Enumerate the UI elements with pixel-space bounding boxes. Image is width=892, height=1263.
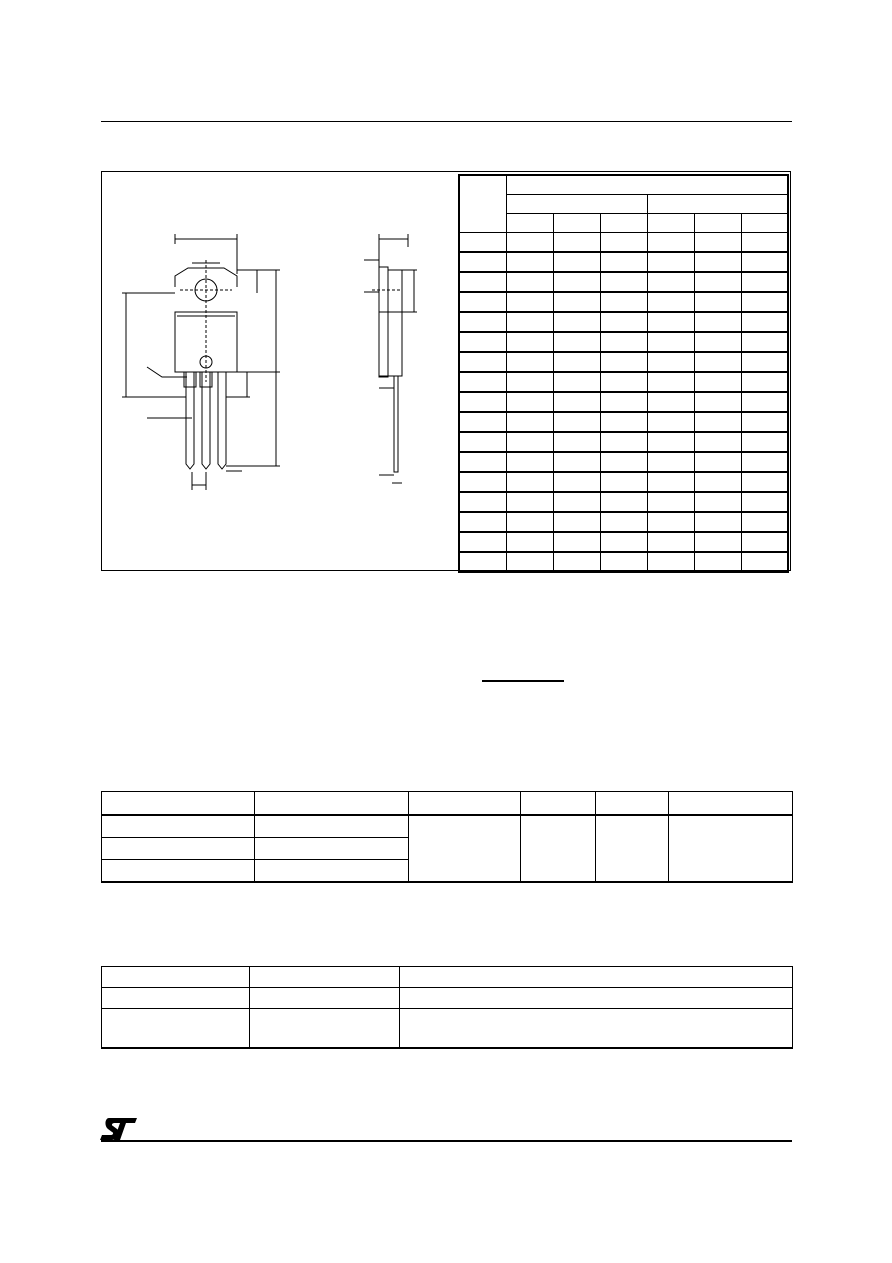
- info-header-cell: [102, 967, 250, 988]
- lead-3: [218, 372, 226, 469]
- side-lead: [394, 376, 398, 472]
- ordering-header-cell: [669, 792, 793, 816]
- info-table: [101, 966, 793, 1049]
- info-row: [102, 988, 793, 1009]
- dim-row: [459, 352, 788, 372]
- dim-row: [459, 312, 788, 332]
- dim-table-max: [741, 214, 788, 233]
- dim-table-mm-header: [506, 195, 647, 214]
- info-row: [102, 1009, 793, 1048]
- dim-table-typ: [553, 214, 600, 233]
- side-tab-outline: [379, 267, 388, 377]
- package-outline-drawing: [102, 172, 452, 570]
- ordering-header-cell: [102, 792, 255, 816]
- dim-row: [459, 512, 788, 532]
- dim-row: [459, 372, 788, 392]
- st-logo-icon: [99, 1116, 139, 1142]
- dim-table-max: [600, 214, 647, 233]
- dim-row: [459, 332, 788, 352]
- dim-row: [459, 292, 788, 312]
- ordering-header-cell: [409, 792, 521, 816]
- footer-rule: [101, 1140, 792, 1142]
- ordering-table: [101, 791, 793, 883]
- ordering-header-cell: [521, 792, 596, 816]
- dim-row: [459, 233, 788, 253]
- header-rule: [101, 121, 792, 122]
- dimension-table: [458, 174, 789, 573]
- dim-row: [459, 272, 788, 292]
- dim-row: [459, 452, 788, 472]
- dim-row: [459, 432, 788, 452]
- dim-row: [459, 252, 788, 272]
- dim-table-inch-header: [647, 195, 788, 214]
- dim-row: [459, 552, 788, 572]
- section-title-underline: [482, 680, 564, 682]
- ordering-row: [102, 815, 793, 838]
- dim-row: [459, 472, 788, 492]
- info-header-row: [102, 967, 793, 988]
- dim-row: [459, 492, 788, 512]
- ordering-header-cell: [596, 792, 669, 816]
- ordering-header-cell: [255, 792, 409, 816]
- info-header-cell: [400, 967, 793, 988]
- package-mechanical-data-box: [101, 171, 791, 571]
- info-header-cell: [250, 967, 400, 988]
- dim-table-symbol-header: [459, 175, 506, 233]
- dim-row: [459, 392, 788, 412]
- dim-table-min: [506, 214, 553, 233]
- dim-row: [459, 532, 788, 552]
- dim-table-units-header: [506, 175, 788, 195]
- dim-table-min: [647, 214, 694, 233]
- dim-row: [459, 412, 788, 432]
- dim-table-typ: [694, 214, 741, 233]
